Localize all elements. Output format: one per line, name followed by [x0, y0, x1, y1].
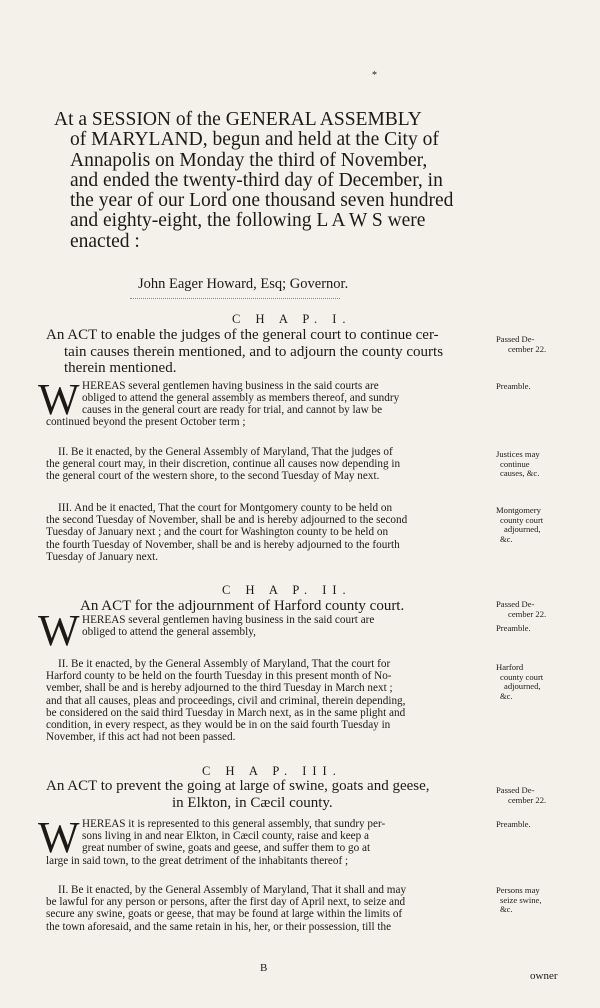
act-title-line: An ACT to enable the judges of the general court to continue cer-	[46, 327, 439, 343]
margin-note-line: county court	[500, 671, 544, 682]
chapter-heading: C H A P. III.	[202, 764, 342, 778]
drop-cap: W	[38, 606, 80, 655]
margin-note-line: adjourned,	[504, 524, 541, 535]
margin-note-line: Persons may	[496, 885, 540, 895]
title-line: enacted :	[70, 230, 140, 252]
margin-note-preamble	[496, 820, 566, 830]
governor-line: John Eager Howard, Esq; Governor.	[138, 276, 349, 292]
section-line: the general court of the western shore, to the second Tuesday of May next.	[46, 470, 380, 483]
preamble-text	[82, 818, 385, 855]
section-text	[46, 884, 406, 933]
divider	[130, 298, 340, 299]
preamble-line: HEREAS it is represented to this general assembly, that sundry per-	[82, 818, 386, 830]
margin-note-line: Passed De-	[496, 785, 535, 795]
preamble-line: sons living in and near Elkton, in Cæcil county, raise and keep a	[82, 830, 369, 843]
section-line: condition, in every respect, as they would be in on the said fourth Tuesday in	[46, 719, 391, 732]
title-line: of MARYLAND, begun and held at the City of	[70, 129, 439, 151]
margin-note-passed	[496, 786, 566, 805]
section-line: II. Be it enacted, by the General Assembly of Maryland, That the judges of	[58, 446, 393, 458]
title-line: and eighty-eight, the following L A W S were	[70, 210, 426, 232]
title-line: At a SESSION of the GENERAL ASSEMBLY	[54, 109, 422, 130]
act-title-line: An ACT for the adjournment of Harford county court.	[80, 598, 405, 614]
margin-note-passed	[496, 600, 566, 619]
margin-note-line: Preamble.	[496, 819, 531, 829]
preamble-line: great number of swine, goats and geese, and suffer them to go at	[82, 842, 371, 855]
margin-note-line: Passed De-	[496, 599, 535, 609]
act-title-line: therein mentioned.	[64, 360, 177, 376]
margin-note-line: cember 22.	[508, 343, 547, 354]
preamble-text	[82, 380, 399, 417]
section-text	[46, 446, 400, 483]
chapter-heading: C H A P. I.	[232, 312, 352, 326]
act-title-line: An ACT to prevent the going at large of swine, goats and geese,	[46, 778, 430, 794]
margin-note-line: county court	[500, 514, 544, 525]
margin-note-line: Preamble.	[496, 381, 531, 391]
section-line: Tuesday of January next ; and the court for Washington county to be held on	[46, 526, 389, 539]
act-title-line: in Elkton, in Cæcil county.	[172, 794, 333, 811]
act-title	[46, 778, 430, 811]
margin-note-line: cember 22.	[508, 794, 547, 805]
preamble-line: obliged to attend the general assembly as members thereof, and sundry	[82, 392, 400, 405]
drop-cap: W	[38, 813, 80, 862]
preamble-text	[82, 614, 374, 638]
margin-note-line: Passed De-	[496, 334, 535, 344]
margin-note-section	[496, 450, 566, 479]
header-mark: *	[372, 70, 377, 81]
act-title-line: tain causes therein mentioned, and to adjourn the county courts	[64, 343, 444, 360]
act-title	[80, 598, 404, 615]
preamble-line: obliged to attend the general assembly,	[82, 626, 256, 639]
section-line: vember, shall be and is hereby adjourned to the third Tuesday in March next ;	[46, 682, 393, 695]
section-text	[46, 502, 407, 563]
margin-note-line: &c.	[500, 690, 513, 701]
act-title	[46, 327, 443, 377]
section-line: the town aforesaid, and the same retain in his, her, or their possession, till the	[46, 920, 392, 933]
catchword: owner	[530, 970, 558, 982]
signature-mark: B	[260, 962, 268, 974]
chapter-heading: C H A P. II.	[222, 583, 352, 597]
session-title	[40, 110, 500, 252]
section-line: November, if this act had not been passed.	[46, 731, 236, 744]
section-line: II. Be it enacted, by the General Assembly of Maryland, That it shall and may	[58, 884, 407, 896]
margin-note-preamble	[496, 624, 566, 634]
margin-note-line: &c.	[500, 904, 513, 915]
margin-note-line: &c.	[500, 533, 513, 544]
margin-note-passed	[496, 335, 566, 354]
margin-note-line: causes, &c.	[500, 468, 540, 479]
margin-note-line: Preamble.	[496, 623, 531, 633]
section-line: be considered on the said third Tuesday in March next, as in the same plight and	[46, 706, 406, 719]
section-line: secure any swine, goats or geese, that may be found at large within the limits of	[46, 908, 403, 921]
margin-note-line: seize swine,	[500, 894, 542, 905]
section-line: and that all causes, pleas and proceedings, civil and criminal, therein depending,	[46, 694, 406, 707]
preamble-text	[46, 855, 348, 867]
section-line: the fourth Tuesday of November, shall be and is hereby adjourned to the fourth	[46, 538, 400, 551]
section-line: Harford county to be held on the fourth Tuesday in this present month of No-	[46, 670, 392, 683]
preamble-line: HEREAS several gentlemen having business in the said court are	[82, 614, 375, 626]
drop-cap: W	[38, 375, 80, 424]
preamble-line: HEREAS several gentlemen having business in the said courts are	[82, 380, 379, 392]
title-line: and ended the twenty-third day of December, in	[70, 169, 443, 191]
section-line: Tuesday of January next.	[46, 550, 159, 563]
section-line: the general court may, in their discretion, continue all causes now depending in	[46, 458, 401, 471]
margin-note-line: Harford	[496, 662, 524, 672]
preamble-line: large in said town, to the great detriment of the inhabitants thereof ;	[46, 855, 349, 867]
section-line: III. And be it enacted, That the court for Montgomery county to be held on	[58, 502, 393, 514]
title-line: Annapolis on Monday the third of November,	[70, 149, 428, 171]
margin-note-line: cember 22.	[508, 608, 547, 619]
section-line: II. Be it enacted, by the General Assembly of Maryland, That the court for	[58, 658, 391, 670]
margin-note-section	[496, 886, 566, 915]
margin-note-line: Justices may	[496, 449, 540, 459]
margin-note-section	[496, 663, 566, 701]
margin-note-section	[496, 506, 566, 544]
margin-note-preamble	[496, 382, 566, 392]
preamble-line: causes in the general court are ready for trial, and cannot by law be	[82, 404, 383, 417]
section-line: the second Tuesday of November, shall be and is hereby adjourned to the second	[46, 514, 408, 527]
preamble-line: continued beyond the present October term ;	[46, 416, 246, 428]
preamble-text	[46, 416, 245, 428]
margin-note-line: Montgomery	[496, 505, 541, 515]
section-text	[46, 658, 405, 743]
title-line: the year of our Lord one thousand seven hundred	[70, 190, 454, 212]
margin-note-line: continue	[500, 458, 530, 469]
section-line: be lawful for any person or persons, after the first day of April next, to seize and	[46, 896, 406, 909]
margin-note-line: adjourned,	[504, 681, 541, 692]
